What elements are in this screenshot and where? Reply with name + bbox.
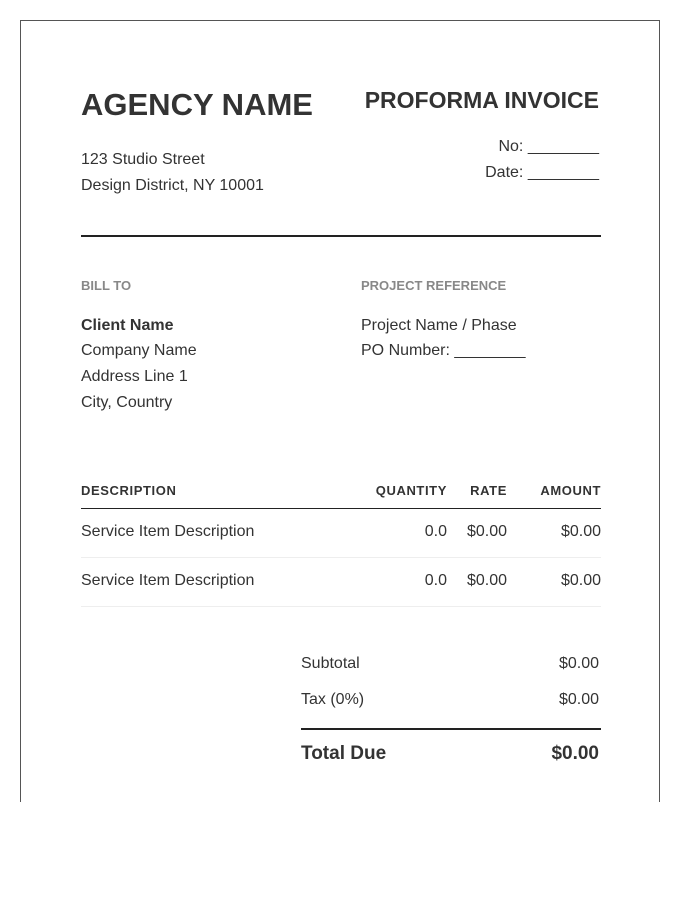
invoice-number-field[interactable]: No: ________ [498, 138, 599, 155]
tax-value: $0.00 [558, 691, 599, 708]
row-2-amount: $0.00 [560, 572, 601, 589]
column-header-amount: AMOUNT [540, 483, 601, 498]
row-divider [81, 557, 601, 558]
row-1-quantity: 0.0 [424, 523, 447, 540]
bill-to-label: BILL TO [81, 278, 132, 293]
tax-label: Tax (0%) [301, 691, 365, 708]
column-header-quantity: QUANTITY [375, 483, 447, 498]
header-divider [81, 235, 601, 237]
address-line-1: 123 Studio Street [81, 151, 205, 168]
row-2-rate: $0.00 [466, 572, 507, 589]
column-header-description: DESCRIPTION [81, 483, 177, 498]
address-line-2: Design District, NY 10001 [81, 177, 264, 194]
total-due-label: Total Due [301, 743, 387, 764]
project-name-phase: Project Name / Phase [361, 317, 517, 334]
client-address-line: Address Line 1 [81, 368, 188, 385]
row-1-rate: $0.00 [466, 523, 507, 540]
document-title: PROFORMA INVOICE [364, 87, 599, 113]
invoice-date-field[interactable]: Date: ________ [485, 164, 599, 181]
po-number-field[interactable]: PO Number: ________ [361, 342, 526, 359]
row-2-description: Service Item Description [81, 572, 255, 589]
total-divider [301, 728, 601, 730]
invoice-page [20, 20, 660, 802]
agency-name: AGENCY NAME [81, 87, 313, 122]
company-name: Company Name [81, 342, 197, 359]
row-divider [81, 606, 601, 607]
client-city-country: City, Country [81, 394, 173, 411]
table-header-divider [81, 508, 601, 509]
project-reference-label: PROJECT REFERENCE [361, 278, 507, 293]
row-2-quantity: 0.0 [424, 572, 447, 589]
client-name: Client Name [81, 317, 174, 334]
column-header-rate: RATE [470, 483, 507, 498]
subtotal-value: $0.00 [558, 655, 599, 672]
total-due-value: $0.00 [551, 743, 599, 764]
row-1-description: Service Item Description [81, 523, 255, 540]
row-1-amount: $0.00 [560, 523, 601, 540]
subtotal-label: Subtotal [301, 655, 360, 672]
